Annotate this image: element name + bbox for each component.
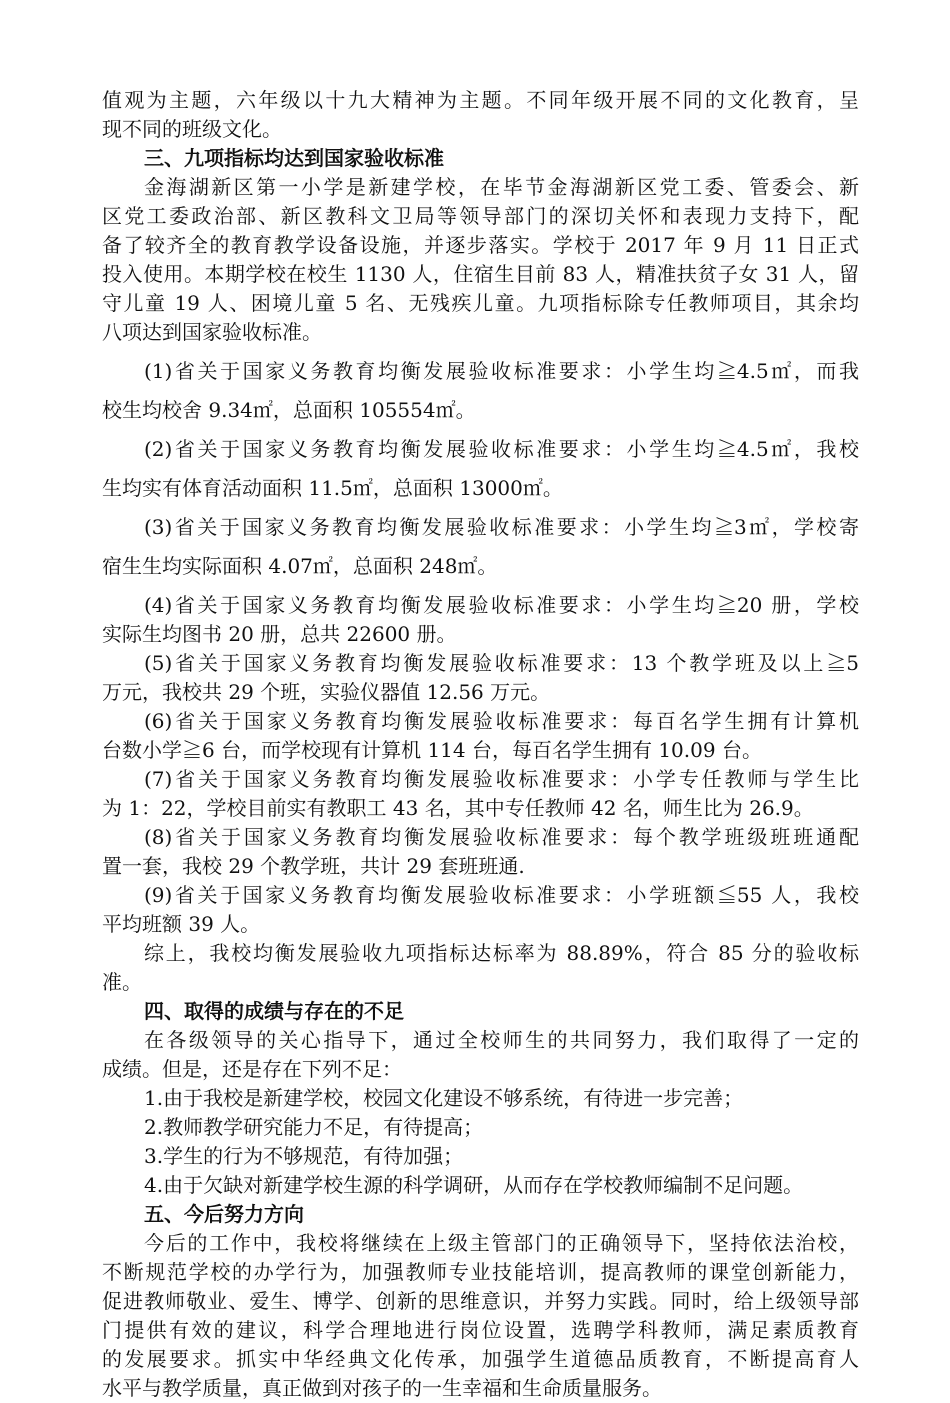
list-item-3-line-2: 宿生生均实际面积 4.07㎡，总面积 248㎡。 — [102, 554, 498, 578]
list-item-9-line-1: (9)省关于国家义务教育均衡发展验收标准要求：小学班额≦55 人，我校 — [144, 883, 859, 907]
list-item-5-line-1: (5)省关于国家义务教育均衡发展验收标准要求：13 个教学班及以上≧5 — [144, 651, 859, 675]
list-item-4-line-2: 实际生均图书 20 册，总共 22600 册。 — [102, 622, 457, 646]
document-page — [102, 86, 859, 1403]
numbered-item: 3.学生的行为不够规范，有待加强； — [144, 1144, 464, 1168]
text-line: 金海湖新区第一小学是新建学校，在毕节金海湖新区党工委、管委会、新 — [144, 175, 859, 199]
text-line: 备了较齐全的教育教学设备设施，并逐步落实。学校于 2017 年 9 月 11 日正式 — [102, 233, 859, 257]
text-line: 值观为主题，六年级以十九大精神为主题。不同年级开展不同的文化教育，呈 — [102, 88, 859, 112]
text-line: 水平与教学质量，真正做到对孩子的一生幸福和生命质量服务。 — [102, 1376, 662, 1400]
list-item-4-line-1: (4)省关于国家义务教育均衡发展验收标准要求：小学生均≧20 册，学校 — [144, 593, 859, 617]
list-item-2-line-1: (2)省关于国家义务教育均衡发展验收标准要求：小学生均≧4.5㎡，我校 — [144, 437, 859, 461]
list-item-2-line-2: 生均实有体育活动面积 11.5㎡，总面积 13000㎡。 — [102, 476, 563, 500]
list-item-1-line-1: (1)省关于国家义务教育均衡发展验收标准要求：小学生均≧4.5㎡，而我 — [144, 359, 859, 383]
text-line: 八项达到国家验收标准。 — [102, 320, 322, 344]
list-item-8-line-2: 置一套，我校 29 个教学班，共计 29 套班班通. — [102, 854, 525, 878]
section-heading: 四、取得的成绩与存在的不足 — [144, 999, 404, 1023]
list-item-5-line-2: 万元，我校共 29 个班，实验仪器值 12.56 万元。 — [102, 680, 551, 704]
list-item-6-line-2: 台数小学≧6 台，而学校现有计算机 114 台，每百名学生拥有 10.09 台。 — [102, 738, 762, 762]
text-line: 成绩。但是，还是存在下列不足： — [102, 1057, 402, 1081]
list-item-7-line-1: (7)省关于国家义务教育均衡发展验收标准要求：小学专任教师与学生比 — [144, 767, 859, 791]
section-heading: 五、今后努力方向 — [144, 1202, 304, 1226]
list-item-1-line-2: 校生均校舍 9.34㎡，总面积 105554㎡。 — [102, 398, 476, 422]
section-heading: 三、九项指标均达到国家验收标准 — [144, 146, 444, 170]
text-line: 今后的工作中，我校将继续在上级主管部门的正确领导下，坚持依法治校， — [144, 1231, 859, 1255]
list-item-8-line-1: (8)省关于国家义务教育均衡发展验收标准要求：每个教学班级班班通配 — [144, 825, 859, 849]
text-line: 促进教师敬业、爱生、博学、创新的思维意识，并努力实践。同时，给上级领导部 — [102, 1289, 859, 1313]
text-line: 不断规范学校的办学行为，加强教师专业技能培训，提高教师的课堂创新能力， — [102, 1260, 859, 1284]
list-item-6-line-1: (6)省关于国家义务教育均衡发展验收标准要求：每百名学生拥有计算机 — [144, 709, 859, 733]
text-line: 现不同的班级文化。 — [102, 117, 282, 141]
text-line: 守儿童 19 人、困境儿童 5 名、无残疾儿童。九项指标除专任教师项目，其余均 — [102, 291, 859, 315]
numbered-item: 2.教师教学研究能力不足，有待提高； — [144, 1115, 484, 1139]
list-item-3-line-1: (3)省关于国家义务教育均衡发展验收标准要求：小学生均≧3㎡，学校寄 — [144, 515, 859, 539]
text-line: 投入使用。本期学校在校生 1130 人，住宿生目前 83 人，精准扶贫子女 31 人，留 — [102, 262, 859, 286]
summary-line-1: 综上，我校均衡发展验收九项指标达标率为 88.89%，符合 85 分的验收标 — [144, 941, 859, 965]
text-line: 在各级领导的关心指导下，通过全校师生的共同努力，我们取得了一定的 — [144, 1028, 859, 1052]
text-line: 门提供有效的建议，科学合理地进行岗位设置，选聘学科教师，满足素质教育 — [102, 1318, 859, 1342]
text-line: 区党工委政治部、新区教科文卫局等领导部门的深切关怀和表现力支持下，配 — [102, 204, 859, 228]
numbered-item: 4.由于欠缺对新建学校生源的科学调研，从而存在学校教师编制不足问题。 — [144, 1173, 804, 1197]
list-item-9-line-2: 平均班额 39 人。 — [102, 912, 261, 936]
list-item-7-line-2: 为 1：22，学校目前实有教职工 43 名，其中专任教师 42 名，师生比为 26.9。 — [102, 796, 814, 820]
numbered-item: 1.由于我校是新建学校，校园文化建设不够系统，有待进一步完善； — [144, 1086, 744, 1110]
text-line: 的发展要求。抓实中华经典文化传承，加强学生道德品质教育，不断提高育人 — [102, 1347, 859, 1371]
summary-line-2: 准。 — [102, 970, 142, 994]
